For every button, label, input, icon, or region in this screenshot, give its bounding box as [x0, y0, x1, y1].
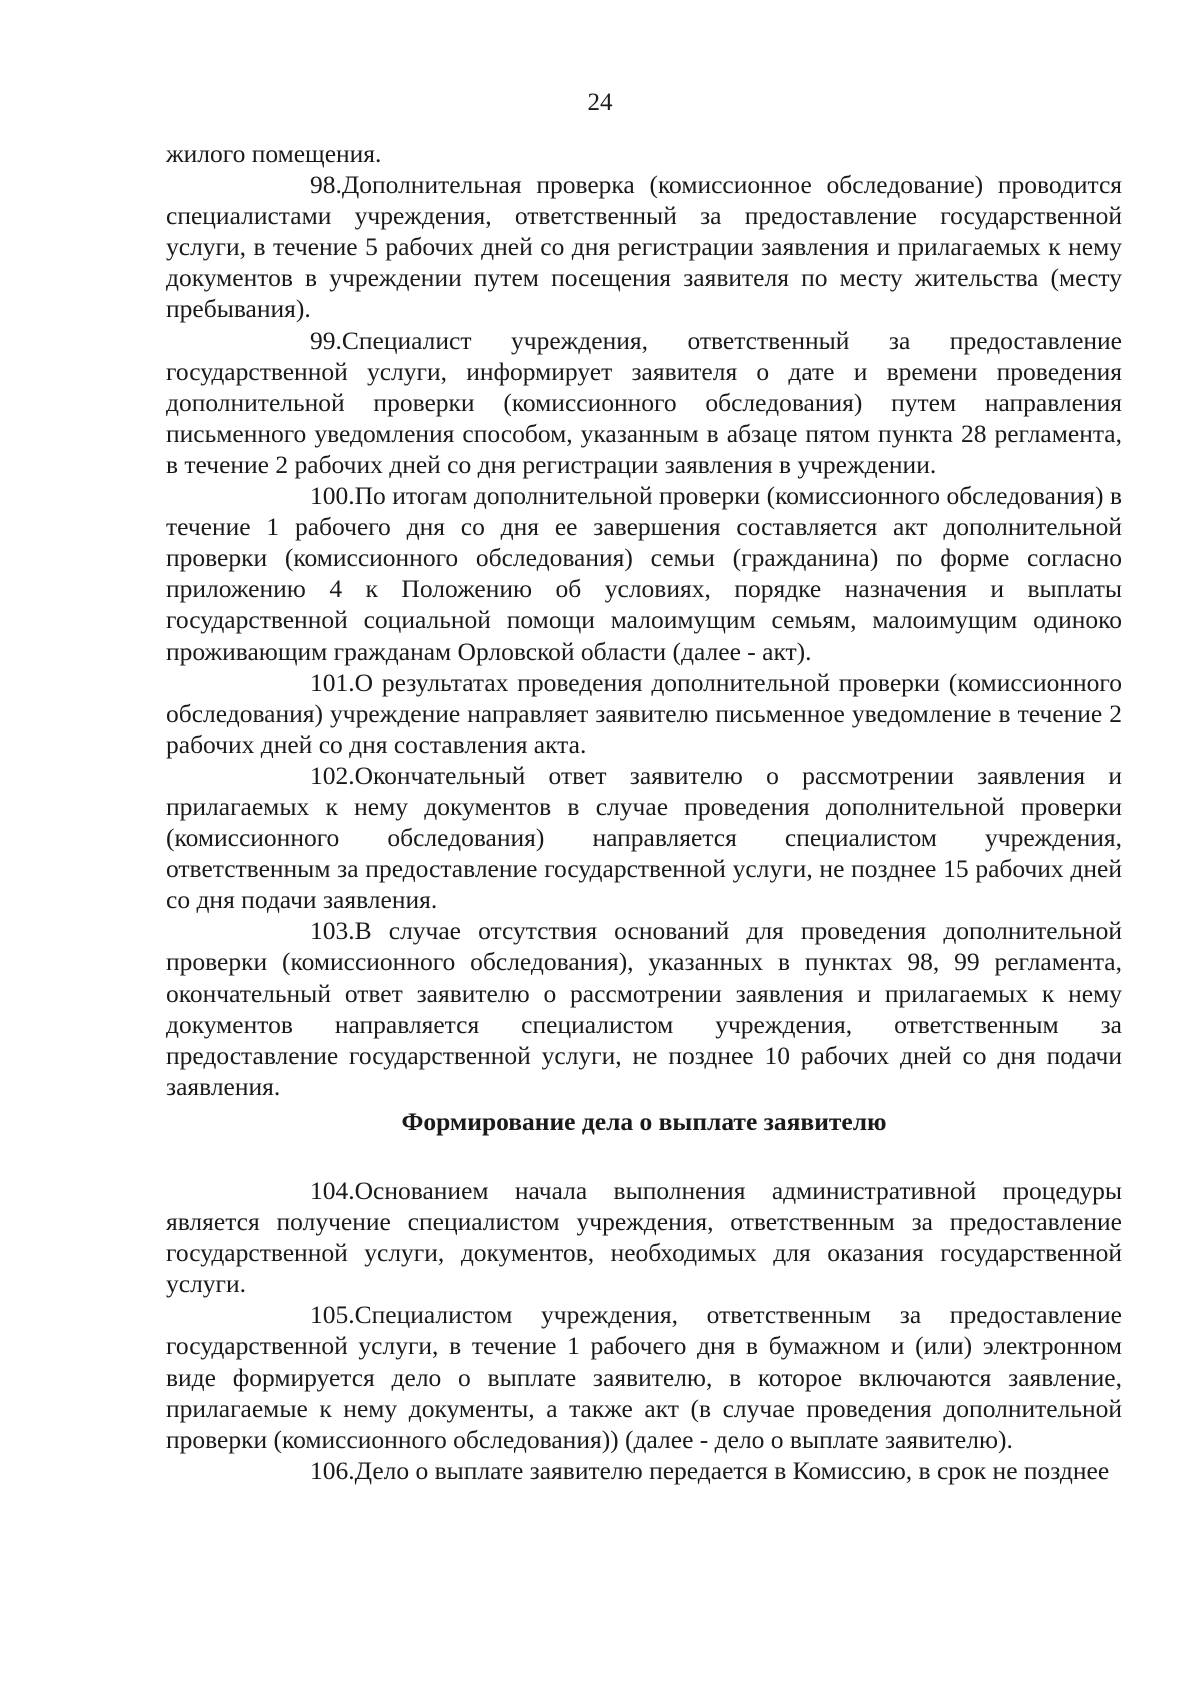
- paragraph-text: В случае отсутствия оснований для проведения дополнительной проверки (комиссионного обследования), указанных в пунктах 98, 99 регламента, окончательный ответ заявителю о рассмотрении заявления и прилагаемых к нему документов направляется специалистом учреждения, ответственным за предоставление государственной услуги, не позднее 10 рабочих дней со дня подачи заявления.: [166, 916, 1122, 1101]
- paragraph-98: [166, 169, 1122, 324]
- paragraph-103: [166, 915, 1122, 1102]
- paragraph-number: 105.: [310, 1300, 355, 1330]
- paragraph-100: [166, 480, 1122, 667]
- page-number: 24: [587, 89, 613, 116]
- paragraph-text: По итогам дополнительной проверки (комиссионного обследования) в течение 1 рабочего дня со дня ее завершения составляется акт дополнительной проверки (комиссионного обследования) семьи (гражданина) по форме согласно приложению 4 к Положению об условиях, порядке назначения и выплаты государственной социальной помощи малоимущим семьям, малоимущим одиноко проживающим гражданам Орловской области (далее - акт).: [166, 481, 1122, 666]
- paragraph-102: [166, 760, 1122, 915]
- paragraph-number: 98.: [310, 170, 342, 200]
- section-heading: Формирование дела о выплате заявителю: [401, 1106, 887, 1136]
- paragraph-99: [166, 325, 1122, 480]
- paragraph-text: Специалистом учреждения, ответственным за предоставление государственной услуги, в течение 1 рабочего дня в бумажном и (или) электронном виде формируется дело о выплате заявителю, в которое включаются заявление, прилагаемые к нему документы, а также акт (в случае проведения дополнительной проверки (комиссионного обследования)) (далее - дело о выплате заявителю).: [166, 1300, 1122, 1454]
- paragraph-number: 102.: [310, 760, 355, 790]
- paragraph-101: [166, 667, 1122, 760]
- paragraph-number: 104.: [310, 1176, 355, 1205]
- paragraph-text: Окончательный ответ заявителю о рассмотрении заявления и прилагаемых к нему документов в случае проведения дополнительной проверки (комиссионного обследования) направляется специалистом учреждения, ответственным за предоставление государственной услуги, не позднее 15 рабочих дней со дня подачи заявления.: [166, 760, 1122, 915]
- continuation-text: жилого помещения.: [166, 139, 382, 168]
- paragraph-104: [166, 1175, 1122, 1299]
- paragraph-text: Дополнительная проверка (комиссионное обследование) проводится специалистами учреждения, ответственный за предоставление государственной услуги, в течение 5 рабочих дней со дня регистрации заявления и прилагаемых к нему документов в учреждении путем посещения заявителя по месту жительства (месту пребывания).: [166, 170, 1122, 324]
- paragraph-number: 103.: [310, 916, 355, 946]
- paragraph-number: 99.: [310, 325, 342, 355]
- paragraph-number: 100.: [310, 481, 355, 511]
- paragraph-text: Дело о выплате заявителю передается в Комиссию, в срок не позднее: [354, 1455, 1110, 1485]
- paragraph-text: О результатах проведения дополнительной проверки (комиссионного обследования) учреждение направляет заявителю письменное уведомление в течение 2 рабочих дней со дня составления акта.: [166, 667, 1122, 759]
- paragraph-105: [166, 1299, 1122, 1454]
- paragraph-text: Основанием начала выполнения административной процедуры является получение специалистом учреждения, ответственным за предоставление государственной услуги, документов, необходимых для оказания государственной услуги.: [166, 1176, 1122, 1299]
- paragraph-text: Специалист учреждения, ответственный за предоставление государственной услуги, информирует заявителя о дате и времени проведения дополнительной проверки (комиссионного обследования) путем направления письменного уведомления способом, указанным в абзаце пятом пункта 28 регламента, в течение 2 рабочих дней со дня регистрации заявления в учреждении.: [166, 325, 1122, 479]
- paragraph-number: 101.: [310, 667, 355, 697]
- paragraph-106: [166, 1455, 1122, 1486]
- document-body: [166, 138, 1122, 1486]
- paragraph-number: 106.: [310, 1455, 355, 1485]
